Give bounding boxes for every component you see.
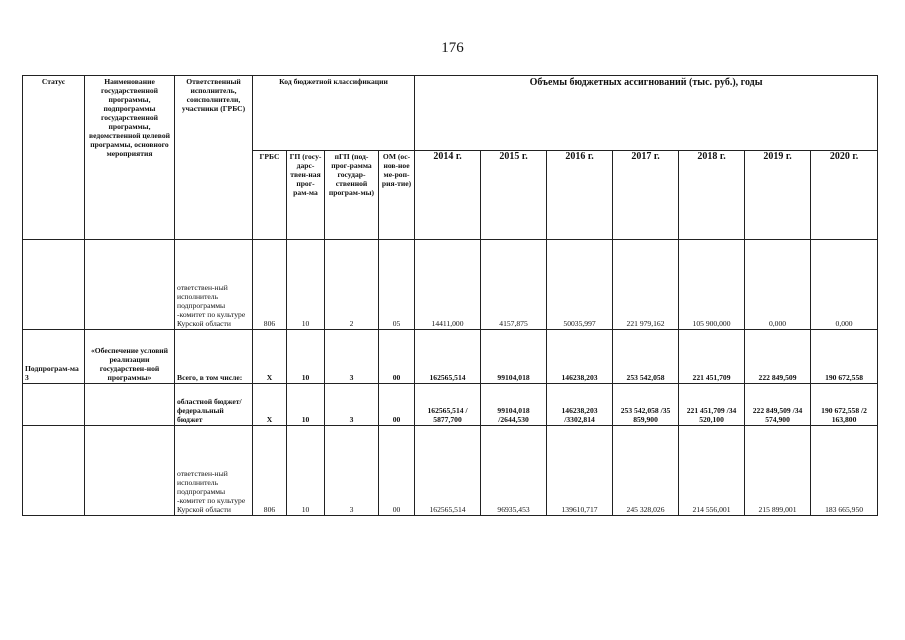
cell-value: 245 328,026 bbox=[613, 426, 679, 516]
cell-value: 0,000 bbox=[811, 240, 878, 330]
cell-responsible: ответствен-ный исполнитель подпрограммы -комитет по культуре Курской области bbox=[175, 240, 253, 330]
header-year: 2018 г. bbox=[679, 151, 745, 240]
budget-table bbox=[22, 75, 878, 516]
header-volumes: Объемы бюджетных ассигнований (тыс. руб.), годы bbox=[415, 76, 878, 151]
cell-status bbox=[23, 240, 85, 330]
cell-pgp: 3 bbox=[325, 426, 379, 516]
header-year: 2015 г. bbox=[481, 151, 547, 240]
cell-om: 00 bbox=[379, 330, 415, 384]
cell-pgp: 3 bbox=[325, 330, 379, 384]
cell-value: 162565,514 / 5877,700 bbox=[415, 384, 481, 426]
cell-grbs: 806 bbox=[253, 426, 287, 516]
cell-value: 214 556,001 bbox=[679, 426, 745, 516]
cell-value: 99104,018 /2644,530 bbox=[481, 384, 547, 426]
cell-gp: 10 bbox=[287, 384, 325, 426]
header-budget-code: Код бюджетной классификации bbox=[253, 76, 415, 151]
cell-value: 253 542,058 bbox=[613, 330, 679, 384]
cell-value: 162565,514 bbox=[415, 426, 481, 516]
cell-name: «Обеспечение условий реализации государствен-ной программы» bbox=[85, 330, 175, 384]
cell-value: 190 672,558 bbox=[811, 330, 878, 384]
cell-value: 139610,717 bbox=[547, 426, 613, 516]
cell-value: 162565,514 bbox=[415, 330, 481, 384]
cell-value: 221 979,162 bbox=[613, 240, 679, 330]
cell-om: 00 bbox=[379, 384, 415, 426]
cell-pgp: 2 bbox=[325, 240, 379, 330]
cell-gp: 10 bbox=[287, 426, 325, 516]
cell-value: 221 451,709 /34 520,100 bbox=[679, 384, 745, 426]
header-grbs: ГРБС bbox=[253, 151, 287, 240]
cell-gp: 10 bbox=[287, 330, 325, 384]
cell-name bbox=[85, 426, 175, 516]
header-year: 2019 г. bbox=[745, 151, 811, 240]
cell-om: 05 bbox=[379, 240, 415, 330]
table-row bbox=[23, 240, 878, 330]
cell-status: Подпрограм-ма 3 bbox=[23, 330, 85, 384]
cell-value: 253 542,058 /35 859,900 bbox=[613, 384, 679, 426]
cell-responsible: Всего, в том числе: bbox=[175, 330, 253, 384]
header-pgp: пГП (под-прог-рамма государ-ственной програм-мы) bbox=[325, 151, 379, 240]
header-row-1 bbox=[23, 76, 878, 151]
cell-name bbox=[85, 240, 175, 330]
header-year: 2016 г. bbox=[547, 151, 613, 240]
cell-value: 215 899,001 bbox=[745, 426, 811, 516]
cell-grbs: X bbox=[253, 384, 287, 426]
header-status: Статус bbox=[23, 76, 85, 240]
header-name: Наименование государственной программы, подпрограммы государственной программы, ведомственной целевой программы, основного мероприятия bbox=[85, 76, 175, 240]
cell-value: 146238,203 bbox=[547, 330, 613, 384]
header-year: 2020 г. bbox=[811, 151, 878, 240]
header-responsible: Ответственный исполнитель, соисполнители, участники (ГРБС) bbox=[175, 76, 253, 240]
cell-status bbox=[23, 426, 85, 516]
cell-value: 96935,453 bbox=[481, 426, 547, 516]
cell-value: 4157,875 bbox=[481, 240, 547, 330]
cell-value: 50035,997 bbox=[547, 240, 613, 330]
header-om: ОМ (ос-нов-ное ме-роп-рия-тие) bbox=[379, 151, 415, 240]
cell-name bbox=[85, 384, 175, 426]
cell-gp: 10 bbox=[287, 240, 325, 330]
cell-om: 00 bbox=[379, 426, 415, 516]
cell-value: 222 849,509 /34 574,900 bbox=[745, 384, 811, 426]
cell-value: 222 849,509 bbox=[745, 330, 811, 384]
cell-value: 190 672,558 /2 163,800 bbox=[811, 384, 878, 426]
table-row bbox=[23, 384, 878, 426]
table-row bbox=[23, 330, 878, 384]
header-year: 2014 г. bbox=[415, 151, 481, 240]
cell-value: 146238,203 /3302,814 bbox=[547, 384, 613, 426]
page-number: 176 bbox=[441, 40, 464, 56]
cell-grbs: 806 bbox=[253, 240, 287, 330]
cell-status bbox=[23, 384, 85, 426]
cell-value: 99104,018 bbox=[481, 330, 547, 384]
cell-responsible: областной бюджет/ федеральный бюджет bbox=[175, 384, 253, 426]
table-row bbox=[23, 426, 878, 516]
cell-responsible: ответствен-ный исполнитель подпрограммы -комитет по культуре Курской области bbox=[175, 426, 253, 516]
cell-pgp: 3 bbox=[325, 384, 379, 426]
header-year: 2017 г. bbox=[613, 151, 679, 240]
cell-value: 14411,000 bbox=[415, 240, 481, 330]
cell-value: 0,000 bbox=[745, 240, 811, 330]
header-gp: ГП (госу-дарс-твен-ная прог-рам-ма bbox=[287, 151, 325, 240]
cell-grbs: X bbox=[253, 330, 287, 384]
cell-value: 105 900,000 bbox=[679, 240, 745, 330]
cell-value: 183 665,950 bbox=[811, 426, 878, 516]
cell-value: 221 451,709 bbox=[679, 330, 745, 384]
